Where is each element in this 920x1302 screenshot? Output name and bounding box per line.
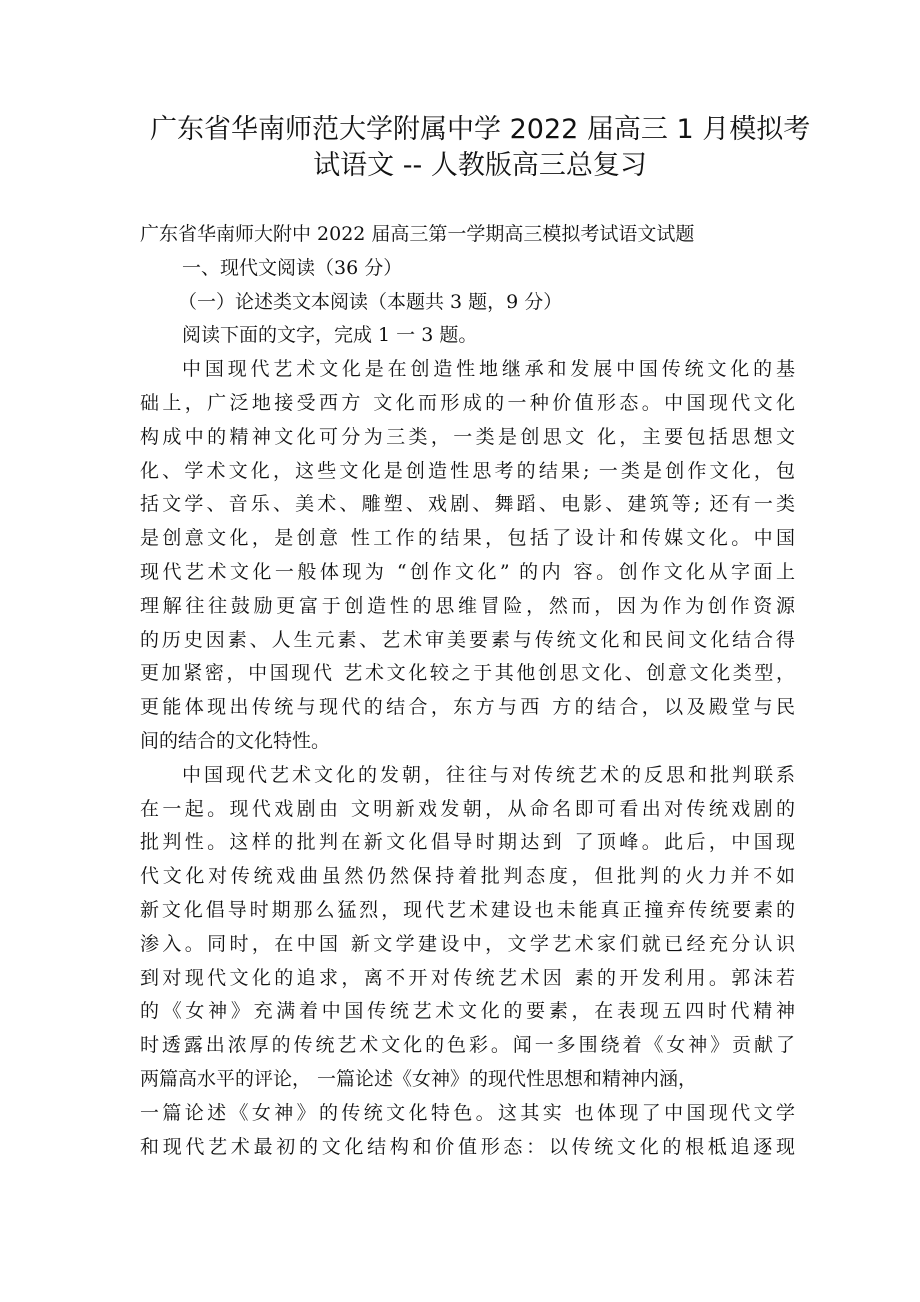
subsection-heading: （一）论述类文本阅读（本题共 3 题，9 分） bbox=[178, 290, 563, 313]
paragraph-line: 渗入。同时，在中国 新文学建设中，文学艺术家们就已经充分认识 bbox=[140, 932, 795, 955]
paragraph-line: 时透露出浓厚的传统艺术文化的色彩。闻一多围绕着《女神》贡献了 bbox=[140, 1034, 795, 1057]
paragraph-line: 理解往往鼓励更富于创造性的思维冒险，然而，因为作为创作资源 bbox=[140, 594, 795, 617]
paragraph-line: 是创意文化，是创意 性工作的结果，包括了设计和传媒文化。中国 bbox=[140, 527, 795, 550]
paragraph-line: 和现代艺术最初的文化结构和价值形态：以传统文化的根柢追逐现 bbox=[140, 1135, 795, 1158]
paragraph-line: 的《女神》充满着中国传统艺术文化的要素，在表现五四时代精神 bbox=[140, 1000, 795, 1023]
title-line: 试语文 -- 人教版高三总复习 bbox=[313, 150, 647, 181]
paragraph-line: 中国现代艺术文化是在创造性地继承和发展中国传统文化的基 bbox=[182, 358, 795, 381]
exam-subtitle: 广东省华南师大附中 2022 届高三第一学期高三模拟考试语文试题 bbox=[140, 223, 695, 245]
paragraph-line: 的历史因素、人生元素、艺术审美要素与传统文化和民间文化结合得 bbox=[140, 628, 795, 651]
section-heading: 一、现代文阅读（36 分） bbox=[182, 256, 403, 279]
paragraph-line: 构成中的精神文化可分为三类，一类是创思文 化，主要包括思想文 bbox=[140, 425, 795, 448]
document-title bbox=[150, 112, 810, 184]
paragraph-line: 到对现代文化的追求，离不开对传统艺术因 素的开发利用。郭沫若 bbox=[140, 966, 795, 989]
paragraph-line: 代文化对传统戏曲虽然仍然保持着批判态度，但批判的火力并不如 bbox=[140, 865, 795, 888]
paragraph-line: 新文化倡导时期那么猛烈，现代艺术建设也未能真正撞弃传统要素的 bbox=[140, 898, 795, 921]
document-body bbox=[140, 218, 795, 1164]
paragraph-line: 础上，广泛地接受西方 文化而形成的一种价值形态。中国现代文化 bbox=[140, 391, 795, 414]
instruction-text: 阅读下面的文字，完成 1 一 3 题。 bbox=[182, 324, 478, 347]
title-line: 广东省华南师范大学附属中学 2022 届高三 1 月模拟考 bbox=[150, 114, 811, 145]
paragraph-line: 在一起。现代戏剧由 文明新戏发朝，从命名即可看出对传统戏剧的 bbox=[140, 797, 795, 820]
paragraph-line: 括文学、音乐、美术、雕塑、戏剧、舞蹈、电影、建筑等; 还有一类 bbox=[140, 493, 795, 516]
paragraph-line: 批判性。这样的批判在新文化倡导时期达到 了顶峰。此后，中国现 bbox=[140, 831, 795, 854]
paragraph-line: 更加紧密，中国现代 艺术文化较之于其他创思文化、创意文化类型， bbox=[140, 662, 795, 685]
paragraph-line: 一篇论述《女神》的传统文化特色。这其实 也体现了中国现代文学 bbox=[140, 1101, 795, 1124]
paragraph-2 bbox=[140, 759, 795, 1165]
paragraph-line: 两篇高水平的评论， 一篇论述《女神》的现代性思想和精神内涵， bbox=[140, 1067, 698, 1090]
paragraph-line: 中国现代艺术文化的发朝，往往与对传统艺术的反思和批判联系 bbox=[182, 763, 795, 786]
paragraph-line: 间的结合的文化特性。 bbox=[140, 729, 331, 752]
paragraph-line: 化、学术文化，这些文化是创造性思考的结果; 一类是创作文化，包 bbox=[140, 459, 795, 482]
paragraph-line: 更能体现出传统与现代的结合，东方与西 方的结合，以及殿堂与民 bbox=[140, 696, 795, 719]
paragraph-1 bbox=[140, 353, 795, 759]
paragraph-line: 现代艺术文化一般体现为 “创作文化” 的内 容。创作文化从字面上 bbox=[140, 560, 795, 583]
